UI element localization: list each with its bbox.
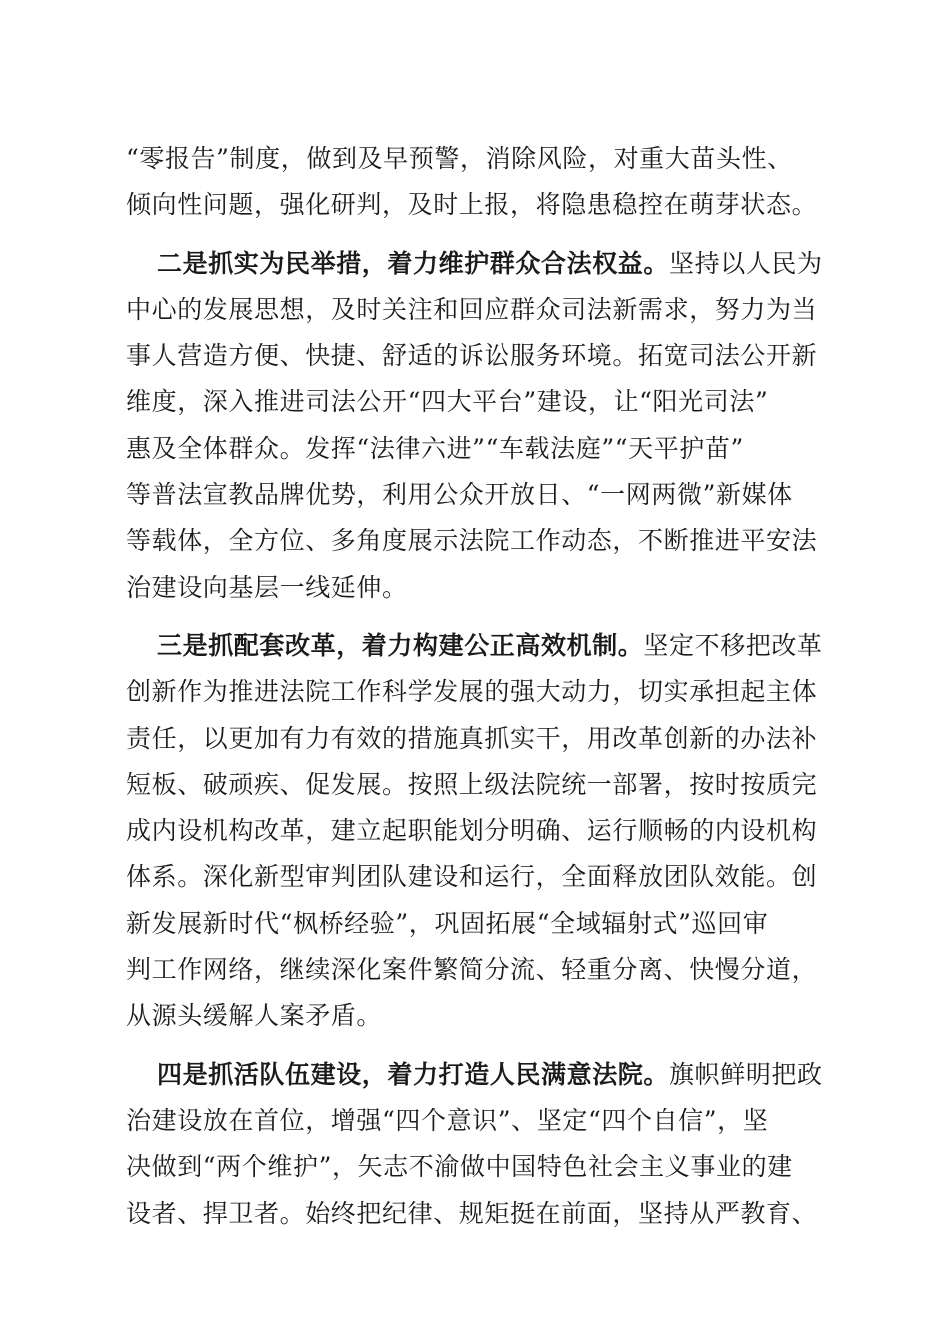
paragraph-first-line bbox=[126, 1052, 830, 1098]
text-line: 设者、捍卫者。始终把纪律、规矩挺在前面，坚持从严教育、 bbox=[126, 1198, 818, 1228]
document-body bbox=[126, 136, 830, 1237]
paragraph-first-line bbox=[126, 241, 830, 287]
text-line: 短板、破顽疾、促发展。按照上级法院统一部署，按时按质完 bbox=[126, 769, 818, 799]
text-line: 判工作网络，继续深化案件繁简分流、轻重分离、快慢分道， bbox=[126, 955, 818, 985]
text-line: 成内设机构改革，建立起职能划分明确、运行顺畅的内设机构 bbox=[126, 816, 818, 846]
text-line: 惠及全体群众。发挥“法律六进”“车载法庭”“天平护苗” bbox=[126, 433, 744, 463]
text-line: 体系。深化新型审判团队建设和运行，全面释放团队效能。创 bbox=[126, 862, 818, 892]
paragraph-2 bbox=[126, 241, 830, 611]
text-line: 等载体，全方位、多角度展示法院工作动态，不断推进平安法 bbox=[126, 526, 818, 556]
text-line: 事人营造方便、快捷、舒适的诉讼服务环境。拓宽司法公开新 bbox=[126, 341, 818, 371]
text-line: 旗帜鲜明把政 bbox=[669, 1059, 823, 1089]
text-line: 治建设向基层一线延伸。 bbox=[126, 572, 408, 602]
paragraph-first-line bbox=[126, 623, 830, 669]
text-line: 中心的发展思想，及时关注和回应群众司法新需求，努力为当 bbox=[126, 294, 818, 324]
text-line: 等普法宣教品牌优势，利用公众开放日、“一网两微”新媒体 bbox=[126, 480, 793, 510]
text-line: 治建设放在首位，增强“四个意识”、坚定“四个自信”，坚 bbox=[126, 1105, 769, 1135]
text-line: 新发展新时代“枫桥经验”，巩固拓展“全域辐射式”巡回审 bbox=[126, 908, 769, 938]
text-line: 倾向性问题，强化研判，及时上报，将隐患稳控在萌芽状态。 bbox=[126, 190, 818, 220]
text-line: 维度，深入推进司法公开“四大平台”建设，让“阳光司法” bbox=[126, 387, 769, 417]
text-line: 决做到“两个维护”，矢志不渝做中国特色社会主义事业的建 bbox=[126, 1152, 793, 1182]
paragraph-1 bbox=[126, 136, 830, 229]
paragraph-heading: 二是抓实为民举措，着力维护群众合法权益。 bbox=[157, 248, 670, 278]
text-line: 责任，以更加有力有效的措施真抓实干，用改革创新的办法补 bbox=[126, 723, 818, 753]
paragraph-heading: 四是抓活队伍建设，着力打造人民满意法院。 bbox=[157, 1059, 670, 1089]
text-line: 坚持以人民为 bbox=[669, 248, 823, 278]
text-line: 从源头缓解人案矛盾。 bbox=[126, 1001, 383, 1031]
text-line: “零报告”制度，做到及早预警，消除风险，对重大苗头性、 bbox=[126, 144, 793, 173]
paragraph-heading: 三是抓配套改革，着力构建公正高效机制。 bbox=[157, 630, 644, 660]
text-line: 创新作为推进法院工作科学发展的强大动力，切实承担起主体 bbox=[126, 677, 818, 707]
paragraph-4 bbox=[126, 1052, 830, 1237]
text-line: 坚定不移把改革 bbox=[643, 630, 823, 660]
paragraph-3 bbox=[126, 623, 830, 1040]
